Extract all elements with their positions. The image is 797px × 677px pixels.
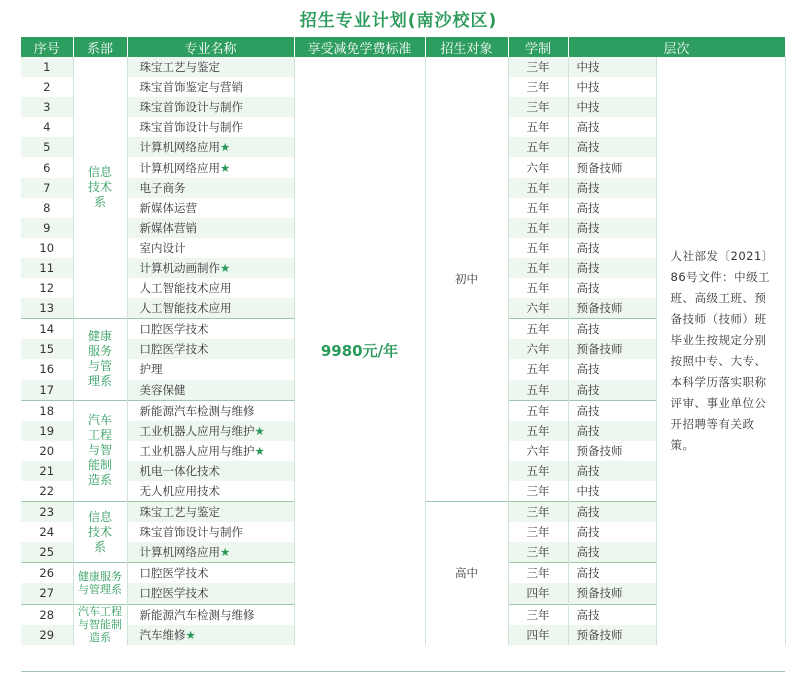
major-name: 工业机器人应用与维护: [139, 423, 255, 438]
duration-cell: 五年: [508, 258, 568, 278]
target-cell-senior: 高中: [425, 502, 508, 645]
major-cell: [127, 319, 294, 340]
level-cell: 预备技师: [568, 157, 656, 177]
major-name: 机电一体化技术: [139, 463, 220, 478]
major-name: 珠宝首饰设计与制作: [139, 120, 243, 135]
duration-cell: 五年: [508, 421, 568, 441]
major-name: 计算机网络应用: [139, 140, 220, 155]
major-cell: [127, 502, 294, 523]
row-number: 15: [21, 339, 73, 359]
row-number: 18: [21, 400, 73, 421]
policy-note: 人社部发〔2021〕86号文件：中级工班、高级工班、预备技师（技师）班毕业生按规定分别按照中专、大专、本科学历落实职称评审、事业单位公开招聘等有关政策。: [656, 57, 785, 645]
table-header-row: [21, 37, 785, 57]
duration-cell: 三年: [508, 502, 568, 523]
major-name: 新媒体营销: [139, 220, 197, 235]
duration-cell: 六年: [508, 441, 568, 461]
major-cell: [127, 421, 294, 441]
row-number: 20: [21, 441, 73, 461]
department-label: 信息技术系: [87, 509, 112, 554]
duration-cell: 五年: [508, 178, 568, 198]
star-icon: ★: [220, 260, 231, 275]
duration-cell: 五年: [508, 198, 568, 218]
department-label: 汽车工程与智能制造系: [78, 605, 122, 645]
level-cell: 中技: [568, 97, 656, 117]
duration-cell: 三年: [508, 97, 568, 117]
row-number: 23: [21, 502, 73, 523]
row-number: 16: [21, 359, 73, 379]
header-fee: 享受减免学费标准: [294, 37, 425, 57]
major-name: 计算机网络应用: [139, 545, 220, 560]
major-cell: [127, 157, 294, 177]
level-cell: 高技: [568, 522, 656, 542]
major-cell: [127, 625, 294, 645]
row-number: 2: [21, 77, 73, 97]
table-body: [21, 57, 785, 645]
major-name: 珠宝工艺与鉴定: [139, 60, 220, 75]
row-number: 11: [21, 258, 73, 278]
level-cell: 高技: [568, 238, 656, 258]
level-cell: 高技: [568, 604, 656, 625]
row-number: 24: [21, 522, 73, 542]
major-name: 口腔医学技术: [139, 342, 209, 357]
level-cell: 预备技师: [568, 583, 656, 604]
duration-cell: 五年: [508, 400, 568, 421]
department-label: 健康服务与管理系: [87, 329, 112, 389]
row-number: 14: [21, 319, 73, 340]
major-name: 汽车维修: [139, 627, 186, 642]
row-number: 3: [21, 97, 73, 117]
major-name: 人工智能技术应用: [139, 301, 232, 316]
duration-cell: 四年: [508, 583, 568, 604]
duration-cell: 三年: [508, 563, 568, 584]
major-name: 口腔医学技术: [139, 566, 209, 581]
duration-cell: 五年: [508, 380, 568, 401]
row-number: 27: [21, 583, 73, 604]
major-name: 计算机动画制作: [139, 260, 220, 275]
major-name: 口腔医学技术: [139, 322, 209, 337]
major-cell: [127, 77, 294, 97]
department-cell: [73, 604, 127, 645]
level-cell: 高技: [568, 502, 656, 523]
row-number: 8: [21, 198, 73, 218]
star-icon: ★: [185, 627, 196, 642]
major-cell: [127, 542, 294, 563]
row-number: 12: [21, 278, 73, 298]
level-cell: 高技: [568, 117, 656, 137]
level-cell: 预备技师: [568, 339, 656, 359]
duration-cell: 三年: [508, 57, 568, 77]
major-name: 珠宝首饰设计与制作: [139, 525, 243, 540]
major-cell: [127, 178, 294, 198]
row-number: 10: [21, 238, 73, 258]
major-cell: [127, 583, 294, 604]
row-number: 5: [21, 137, 73, 157]
row-number: 4: [21, 117, 73, 137]
major-name: 电子商务: [139, 180, 186, 195]
table-row: [21, 57, 785, 77]
department-label: 汽车工程与智能制造系: [87, 413, 112, 488]
row-number: 22: [21, 481, 73, 502]
row-number: 6: [21, 157, 73, 177]
level-cell: 高技: [568, 359, 656, 379]
star-icon: ★: [220, 160, 231, 175]
duration-cell: 五年: [508, 218, 568, 238]
star-icon: ★: [220, 545, 231, 560]
duration-cell: 三年: [508, 542, 568, 563]
duration-cell: 五年: [508, 319, 568, 340]
level-cell: 预备技师: [568, 298, 656, 319]
major-cell: [127, 258, 294, 278]
duration-cell: 三年: [508, 481, 568, 502]
duration-cell: 五年: [508, 117, 568, 137]
table-bottom-line: [21, 671, 785, 672]
duration-cell: 五年: [508, 461, 568, 481]
enrollment-table: [21, 37, 786, 645]
level-cell: 预备技师: [568, 625, 656, 645]
major-name: 无人机应用技术: [139, 484, 220, 499]
major-name: 新媒体运营: [139, 200, 197, 215]
major-name: 珠宝工艺与鉴定: [139, 505, 220, 520]
fee-cell: 9980元/年: [294, 57, 425, 645]
level-cell: 高技: [568, 380, 656, 401]
row-number: 7: [21, 178, 73, 198]
department-cell: [73, 563, 127, 604]
duration-cell: 六年: [508, 157, 568, 177]
major-name: 计算机网络应用: [139, 160, 220, 175]
duration-cell: 六年: [508, 298, 568, 319]
major-name: 新能源汽车检测与维修: [139, 403, 255, 418]
major-cell: [127, 117, 294, 137]
row-number: 13: [21, 298, 73, 319]
major-cell: [127, 278, 294, 298]
major-name: 室内设计: [139, 240, 186, 255]
level-cell: 中技: [568, 77, 656, 97]
major-cell: [127, 137, 294, 157]
level-cell: 高技: [568, 258, 656, 278]
department-cell: [73, 502, 127, 563]
major-cell: [127, 198, 294, 218]
page-title: 招生专业计划(南沙校区): [299, 11, 498, 31]
major-cell: [127, 339, 294, 359]
level-cell: 高技: [568, 542, 656, 563]
level-cell: 高技: [568, 137, 656, 157]
major-name: 口腔医学技术: [139, 586, 209, 601]
major-name: 工业机器人应用与维护: [139, 443, 255, 458]
duration-cell: 五年: [508, 238, 568, 258]
duration-cell: 三年: [508, 522, 568, 542]
level-cell: 预备技师: [568, 441, 656, 461]
enrollment-table-wrapper: [21, 37, 785, 645]
row-number: 19: [21, 421, 73, 441]
duration-cell: 三年: [508, 604, 568, 625]
major-cell: [127, 57, 294, 77]
department-cell: [73, 400, 127, 501]
department-cell: [73, 57, 127, 319]
department-cell: [73, 319, 127, 400]
major-name: 珠宝首饰设计与制作: [139, 100, 243, 115]
duration-cell: 六年: [508, 339, 568, 359]
major-name: 珠宝首饰鉴定与营销: [139, 80, 243, 95]
header-major: 专业名称: [127, 37, 294, 57]
level-cell: 高技: [568, 461, 656, 481]
level-cell: 高技: [568, 278, 656, 298]
major-cell: [127, 461, 294, 481]
major-cell: [127, 400, 294, 421]
major-cell: [127, 481, 294, 502]
major-cell: [127, 604, 294, 625]
header-level: 层次: [568, 37, 785, 57]
row-number: 21: [21, 461, 73, 481]
duration-cell: 四年: [508, 625, 568, 645]
major-cell: [127, 522, 294, 542]
major-name: 人工智能技术应用: [139, 281, 232, 296]
duration-cell: 三年: [508, 77, 568, 97]
star-icon: ★: [220, 140, 231, 155]
major-name: 新能源汽车检测与维修: [139, 607, 255, 622]
level-cell: 中技: [568, 481, 656, 502]
target-cell-junior: 初中: [425, 57, 508, 502]
header-no: 序号: [21, 37, 73, 57]
major-cell: [127, 380, 294, 401]
major-cell: [127, 97, 294, 117]
duration-cell: 五年: [508, 137, 568, 157]
level-cell: 高技: [568, 421, 656, 441]
major-cell: [127, 238, 294, 258]
major-cell: [127, 359, 294, 379]
level-cell: 中技: [568, 57, 656, 77]
header-target: 招生对象: [425, 37, 508, 57]
level-cell: 高技: [568, 198, 656, 218]
level-cell: 高技: [568, 563, 656, 584]
major-name: 护理: [139, 362, 163, 377]
star-icon: ★: [254, 443, 265, 458]
header-department: 系部: [73, 37, 127, 57]
row-number: 28: [21, 604, 73, 625]
duration-cell: 五年: [508, 278, 568, 298]
major-cell: [127, 563, 294, 584]
header-duration: 学制: [508, 37, 568, 57]
major-cell: [127, 441, 294, 461]
row-number: 26: [21, 563, 73, 584]
major-cell: [127, 218, 294, 238]
row-number: 9: [21, 218, 73, 238]
row-number: 1: [21, 57, 73, 77]
level-cell: 高技: [568, 178, 656, 198]
level-cell: 高技: [568, 218, 656, 238]
major-name: 美容保健: [139, 382, 186, 397]
star-icon: ★: [254, 423, 265, 438]
department-label: 健康服务与管理系: [78, 570, 122, 597]
department-label: 信息技术系: [87, 165, 112, 210]
level-cell: 高技: [568, 319, 656, 340]
row-number: 25: [21, 542, 73, 563]
level-cell: 高技: [568, 400, 656, 421]
duration-cell: 五年: [508, 359, 568, 379]
major-cell: [127, 298, 294, 319]
row-number: 17: [21, 380, 73, 401]
row-number: 29: [21, 625, 73, 645]
